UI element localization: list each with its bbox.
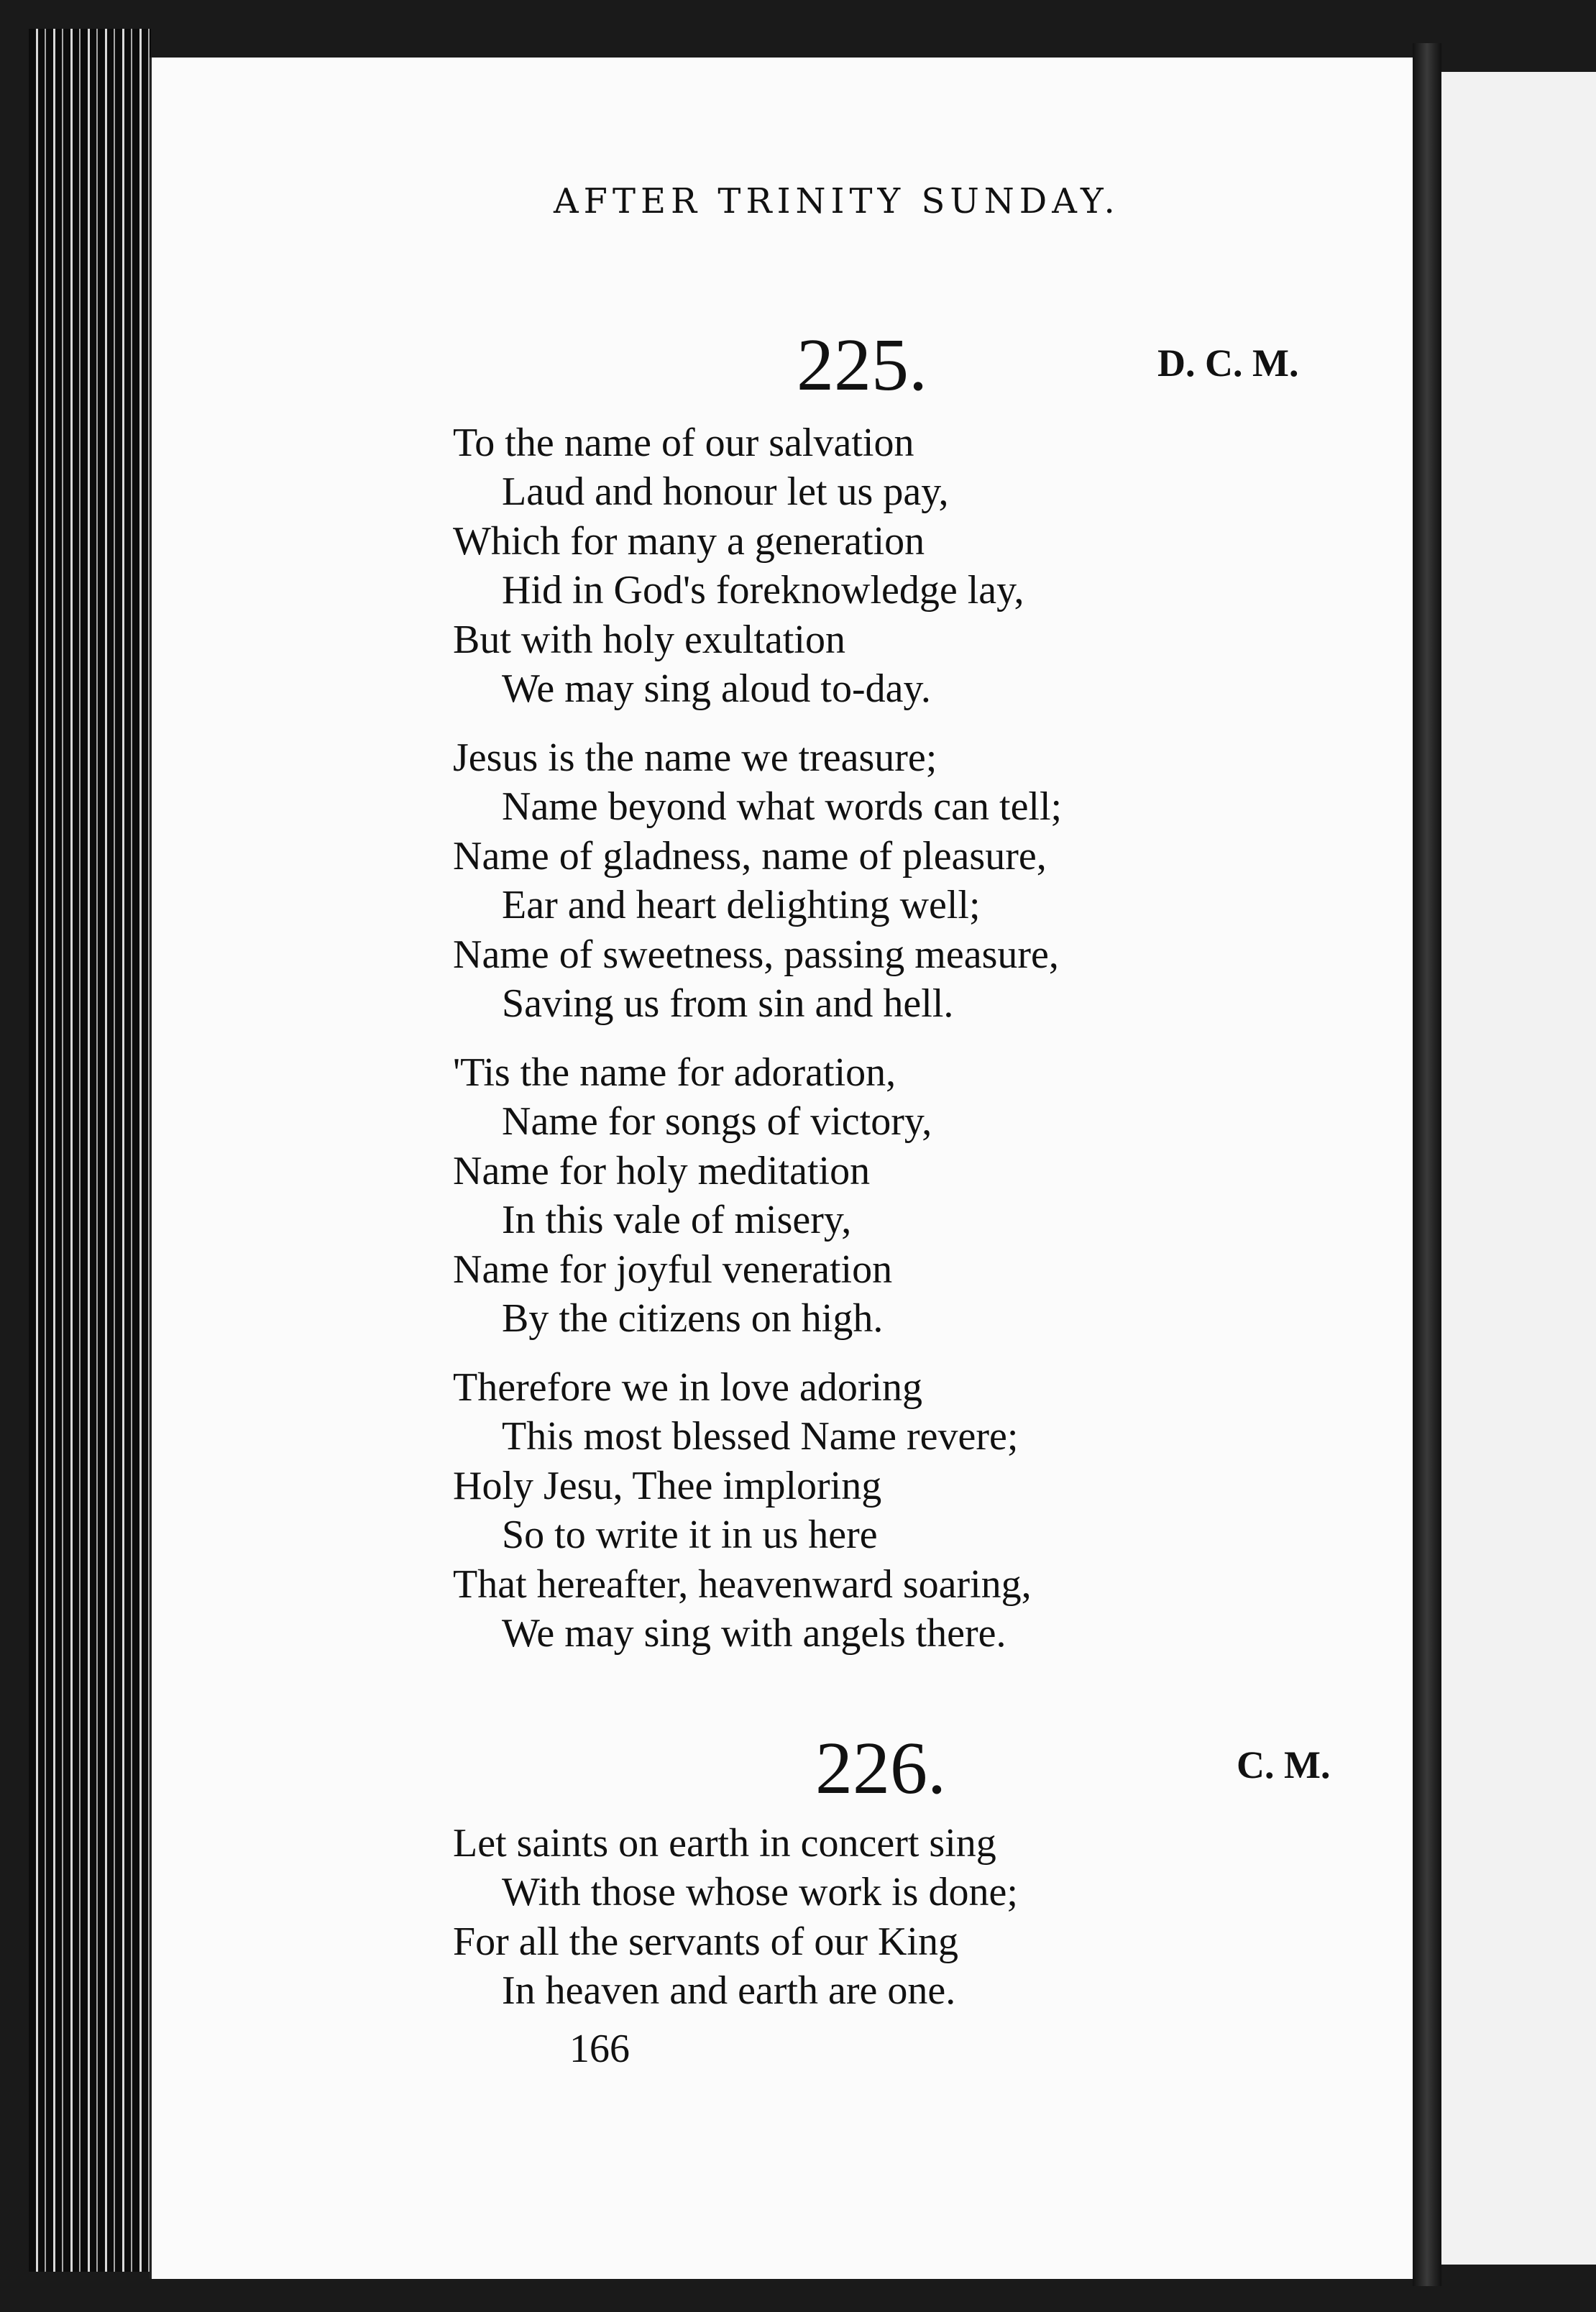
stanza xyxy=(453,418,1024,713)
verse-line: Hid in God's foreknowledge lay, xyxy=(502,568,1024,613)
verse-line: Name for songs of victory, xyxy=(502,1099,932,1144)
verse-line: Name of sweetness, passing measure, xyxy=(453,932,1059,977)
verse-line: Let saints on earth in concert sing xyxy=(453,1821,996,1866)
running-head: AFTER TRINITY SUNDAY. xyxy=(554,181,1120,221)
verse-line: Name of gladness, name of pleasure, xyxy=(453,833,1047,879)
verse-line: Laud and honour let us pay, xyxy=(502,469,949,515)
verse-line: Name for joyful veneration xyxy=(453,1247,893,1292)
verse-line: Name beyond what words can tell; xyxy=(502,784,1063,830)
verse-line: Saving us from sin and hell. xyxy=(502,981,954,1027)
verse-line: By the citizens on high. xyxy=(502,1296,884,1341)
verse-line: For all the servants of our King xyxy=(453,1919,958,1964)
hymn-number: 225. xyxy=(797,324,927,406)
stanza xyxy=(453,1819,1018,2016)
verse-line: We may sing aloud to-day. xyxy=(502,666,931,712)
stanza xyxy=(453,1363,1032,1658)
verse-line: Name for holy meditation xyxy=(453,1148,871,1193)
verse-line: To the name of our salvation xyxy=(453,421,914,465)
page-number: 166 xyxy=(569,2027,630,2071)
verse-line: We may sing with angels there. xyxy=(502,1611,1006,1656)
verse-line: Which for many a generation xyxy=(453,518,925,564)
verse-line: In heaven and earth are one. xyxy=(502,1968,956,2014)
book-gutter xyxy=(1413,43,1441,2286)
stanza xyxy=(453,733,1062,1028)
verse-line: So to write it in us here xyxy=(502,1513,878,1558)
facing-page xyxy=(1441,72,1596,2265)
verse-line: Ear and heart delighting well; xyxy=(502,883,981,928)
verse-line: In this vale of misery, xyxy=(502,1198,852,1243)
verse-line: This most blessed Name revere; xyxy=(502,1414,1019,1459)
hymn-meter: D. C. M. xyxy=(1157,341,1299,385)
stanza xyxy=(453,1048,932,1343)
verse-line: That hereafter, heavenward soaring, xyxy=(453,1561,1032,1607)
book-page-edges xyxy=(29,29,151,2272)
verse-line: With those whose work is done; xyxy=(502,1870,1018,1915)
hymn-number: 226. xyxy=(815,1727,946,1809)
hymn-meter: C. M. xyxy=(1237,1743,1331,1786)
verse-line: Therefore we in love adoring xyxy=(453,1365,923,1410)
verse-line: But with holy exultation xyxy=(453,617,845,662)
verse-line: Holy Jesu, Thee imploring xyxy=(453,1463,882,1508)
verse-line: Jesus is the name we treasure; xyxy=(453,735,937,780)
verse-line: 'Tis the name for adoration, xyxy=(453,1050,896,1095)
